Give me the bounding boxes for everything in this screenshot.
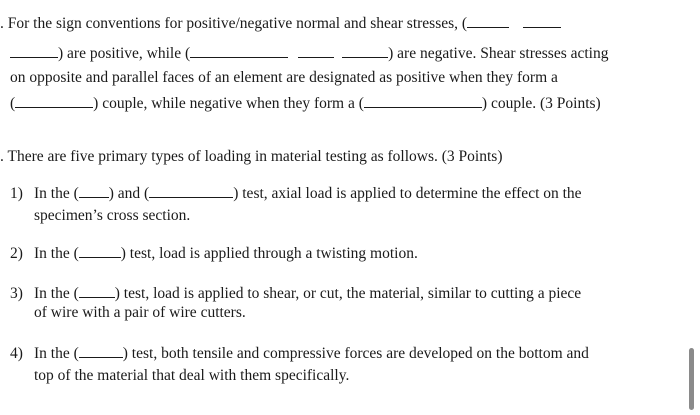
- q1-line-4: [10, 94, 601, 113]
- blank-negative-1: [190, 44, 288, 58]
- item-text: In the (: [34, 345, 79, 362]
- item-text: top of the material that deal with them specifically.: [34, 367, 350, 384]
- blank-test-3: [79, 284, 115, 298]
- item-text: ) test, both tensile and compressive forces are developed on the bottom and: [122, 345, 589, 362]
- blank-positive-couple: [15, 94, 93, 108]
- list-item-continuation: [34, 367, 349, 385]
- q1-line-1: [0, 14, 561, 33]
- item-text: In the (: [34, 285, 79, 302]
- q2-intro: [0, 148, 502, 166]
- q1-text: on opposite and parallel faces of an element are designated as positive when they form a: [10, 69, 558, 86]
- item-text: specimen’s cross section.: [34, 207, 191, 224]
- list-item: [10, 344, 589, 363]
- item-text: In the (: [34, 245, 79, 262]
- item-text: of wire with a pair of wire cutters.: [34, 304, 246, 321]
- scrollbar-thumb[interactable]: [689, 348, 694, 410]
- list-item: [10, 184, 582, 203]
- q1-text: ) couple. (3 Points): [481, 95, 601, 112]
- q1-text: ) are positive, while (: [58, 45, 191, 62]
- blank-test-1b: [149, 184, 233, 198]
- q1-text: ) are negative. Shear stresses acting: [388, 45, 609, 62]
- q1-line-2: [10, 44, 609, 63]
- item-text: In the (: [34, 185, 79, 202]
- blank-negative-couple: [364, 94, 482, 108]
- list-item: [10, 284, 581, 303]
- blank-test-1a: [79, 184, 109, 198]
- blank-test-2: [79, 244, 121, 258]
- q2-intro-text: . There are five primary types of loading in material testing as follows. (3 Points): [0, 148, 503, 165]
- blank-test-4: [79, 344, 123, 358]
- blank-positive-1: [467, 14, 509, 28]
- list-item-continuation: [34, 207, 190, 225]
- list-item-continuation: [34, 304, 246, 322]
- blank-positive-2: [523, 14, 561, 28]
- item-number: 3): [10, 285, 23, 302]
- q1-line-3: [10, 69, 558, 87]
- blank-negative-3: [342, 44, 388, 58]
- q1-text: (: [10, 95, 16, 112]
- item-text: ) test, load is applied through a twisting motion.: [120, 245, 418, 262]
- item-number: 1): [10, 185, 23, 202]
- blank-positive-3: [10, 44, 58, 58]
- item-number: 2): [10, 245, 23, 262]
- blank-negative-2: [298, 44, 334, 58]
- item-text: ) test, axial load is applied to determine the effect on the: [233, 185, 582, 202]
- list-item: [10, 244, 418, 263]
- item-number: 4): [10, 345, 23, 362]
- item-text: ) and (: [108, 185, 150, 202]
- item-text: ) test, load is applied to shear, or cut, the material, similar to cutting a piece: [114, 285, 582, 302]
- q1-text: . For the sign conventions for positive/negative normal and shear stresses, (: [0, 15, 468, 32]
- q1-text: ) couple, while negative when they form a (: [93, 95, 364, 112]
